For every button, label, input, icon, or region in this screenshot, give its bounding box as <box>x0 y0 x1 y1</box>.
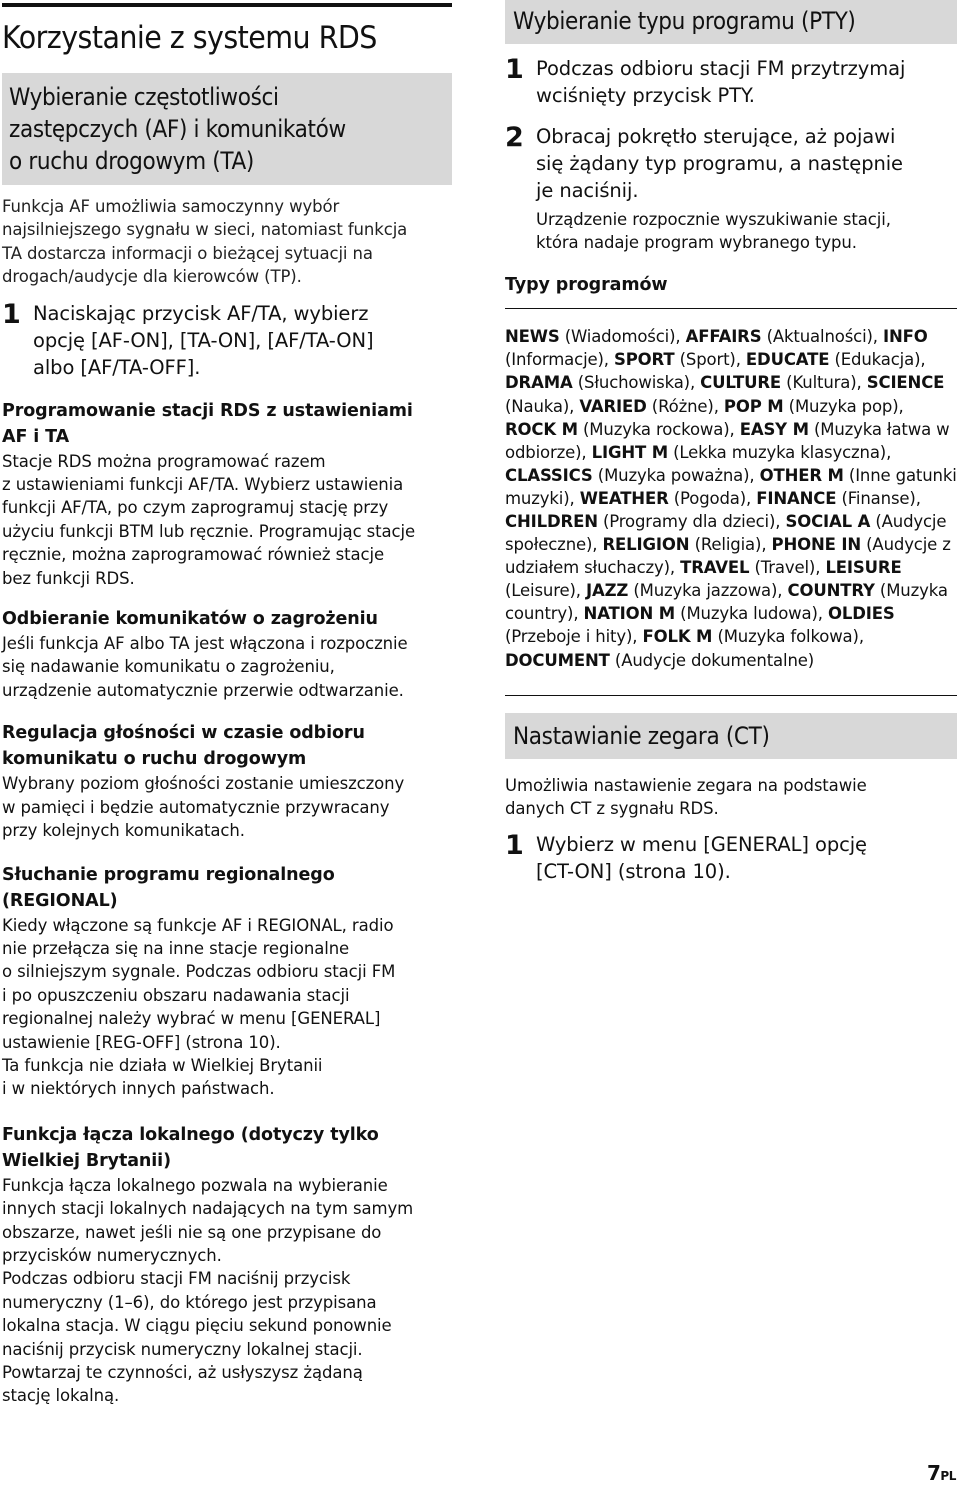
program-type-code: SPORT <box>614 350 675 370</box>
step-note-line: Urządzenie rozpocznie wyszukiwanie stacji, <box>536 210 891 229</box>
program-type-code: NATION M <box>583 604 676 624</box>
pty-heading-text: Wybieranie typu programu (PTY) <box>513 7 856 35</box>
program-type-code: VARIED <box>579 396 647 416</box>
program-type-item <box>505 373 690 392</box>
af-ta-heading-line: o ruchu drogowym (TA) <box>9 147 254 175</box>
title-rule <box>2 3 452 7</box>
program-type-item <box>614 350 736 369</box>
program-type-desc: (Nauka) <box>505 396 570 416</box>
clock-heading-text: Nastawianie zegara (CT) <box>513 721 770 750</box>
program-type-item <box>592 443 886 462</box>
program-type-code: FINANCE <box>756 488 837 508</box>
step-line: je naciśnij. <box>536 179 639 202</box>
program-type-desc: (Przeboje i hity) <box>505 627 633 647</box>
program-type-item <box>700 373 856 392</box>
program-type-item <box>580 489 746 508</box>
step-note-line: która nadaje program wybranego typu. <box>536 233 857 253</box>
program-type-desc: (Muzyka pop) <box>788 396 899 416</box>
program-type-desc: (Sport) <box>679 350 736 370</box>
program-type-desc: (Informacje) <box>505 350 604 370</box>
program-type-item <box>756 489 915 508</box>
clock-step-1 <box>505 831 957 885</box>
clock-body <box>505 774 957 821</box>
step-line: wciśnięty przycisk PTY. <box>536 84 755 107</box>
program-type-code: NEWS <box>505 327 560 347</box>
program-type-desc: (Różne) <box>651 396 714 416</box>
program-type-desc: (Muzyka ludowa) <box>680 604 818 624</box>
program-type-code: COUNTRY <box>787 581 875 601</box>
types-heading: Typy programów <box>505 274 668 295</box>
step-line: opcję [AF-ON], [TA-ON], [AF/TA-ON] <box>33 328 374 352</box>
programming-body <box>2 450 452 590</box>
step-number: 1 <box>505 830 524 862</box>
program-type-code: TRAVEL <box>680 558 750 578</box>
step-line: się żądany typ programu, a następnie <box>536 152 903 175</box>
program-type-desc: (Muzyka rockowa) <box>583 419 730 439</box>
body-line: stację lokalną. <box>2 1386 120 1406</box>
body-line: Wybrany poziom głośności zostanie umieszczony <box>2 774 405 794</box>
program-type-code: DOCUMENT <box>505 650 610 670</box>
step-line: Naciskając przycisk AF/TA, wybierz <box>33 301 369 325</box>
body-line: ustawienie [REG-OFF] (strona 10). <box>2 1032 281 1052</box>
pty-heading <box>505 0 957 44</box>
program-type-item <box>505 327 675 346</box>
body-line: Podczas odbioru stacji FM naciśnij przycisk <box>2 1269 351 1289</box>
types-rule-top <box>505 308 957 309</box>
body-line: ręcznie, można zaprogramować również stacje <box>2 545 385 565</box>
program-type-desc: (Audycje z udziałem słuchaczy) <box>505 535 951 578</box>
program-type-code: ROCK M <box>505 419 578 439</box>
step-line: Podczas odbioru stacji FM przytrzymaj <box>536 57 906 80</box>
heading-line: Regulacja głośności w czasie odbioru <box>2 723 365 744</box>
left-column <box>2 0 452 1408</box>
program-type-desc: (Muzyka jazzowa) <box>633 581 778 601</box>
body-line: funkcji AF/TA, po czym zaprogramuj stację przy <box>2 498 389 518</box>
body-line: Ta funkcja nie działa w Wielkiej Brytanii <box>2 1055 323 1075</box>
body-line: przycisków numerycznych. <box>2 1245 222 1265</box>
body-line: urządzenie automatycznie przerwie odtwarzanie. <box>2 680 404 700</box>
volume-heading <box>2 720 452 772</box>
body-line: z ustawieniami funkcji AF/TA. Wybierz ustawienia <box>2 475 404 495</box>
step-number: 1 <box>505 54 524 85</box>
af-ta-body-line: TA dostarcza informacji o bieżącej sytuacji na <box>2 243 373 263</box>
body-line: innych stacji lokalnych nadających na tym samym <box>2 1199 414 1219</box>
program-type-desc: (Programy dla dzieci) <box>602 511 776 531</box>
program-type-desc: (Słuchowiska) <box>577 373 690 393</box>
body-line: nie przełącza się na inne stacje regionalne <box>2 938 350 958</box>
body-line: Stacje RDS można programować razem <box>2 451 326 471</box>
program-type-desc: (Muzyka country) <box>505 581 948 624</box>
af-ta-body-line: najsilniejszego sygnału w sieci, natomiast funkcja <box>2 220 408 240</box>
program-type-desc: (Travel) <box>754 558 816 578</box>
body-line: regionalnej należy wybrać w menu [GENERAL] <box>2 1009 381 1029</box>
local-link-body <box>2 1174 452 1408</box>
af-ta-heading <box>2 73 452 185</box>
program-type-code: SOCIAL A <box>785 511 871 531</box>
program-type-desc: (Audycje społeczne) <box>505 511 947 555</box>
program-type-item <box>584 604 818 623</box>
program-type-code: POP M <box>723 396 784 416</box>
step-line: albo [AF/TA-OFF]. <box>33 355 201 379</box>
program-type-desc: (Edukacja) <box>834 350 921 370</box>
body-line: i w niektórych innych państwach. <box>2 1079 275 1099</box>
program-type-desc: (Inne gatunki muzyki) <box>505 465 957 508</box>
af-ta-heading-line: zastępczych (AF) i komunikatów <box>9 115 346 143</box>
emergency-heading: Odbieranie komunikatów o zagrożeniu <box>2 609 378 630</box>
program-type-desc: (Pogoda) <box>673 488 747 508</box>
program-type-item <box>724 397 899 416</box>
program-type-code: WEATHER <box>579 488 669 508</box>
body-line: w pamięci i będzie automatycznie przywracany <box>2 797 390 817</box>
program-type-item <box>505 420 730 439</box>
program-type-code: CLASSICS <box>505 465 593 485</box>
step-number: 2 <box>505 122 524 153</box>
local-link-heading <box>2 1122 452 1174</box>
af-ta-step-1 <box>2 300 452 381</box>
program-type-desc: (Muzyka łatwa w odbiorze) <box>505 419 950 462</box>
program-type-desc: (Kultura) <box>786 373 857 393</box>
body-line: bez funkcji RDS. <box>2 568 135 588</box>
body-line: i po opuszczeniu obszaru nadawania stacji <box>2 985 350 1005</box>
body-line: danych CT z sygnału RDS. <box>505 799 719 819</box>
heading-line: komunikatu o ruchu drogowym <box>2 749 307 770</box>
program-type-desc: (Aktualności) <box>766 327 873 347</box>
program-type-item <box>505 512 775 531</box>
program-type-item <box>686 327 873 346</box>
program-type-item <box>505 651 814 670</box>
program-type-code: FOLK M <box>642 627 713 647</box>
program-type-code: AFFAIRS <box>685 327 762 347</box>
af-ta-body <box>2 195 452 289</box>
program-type-code: JAZZ <box>586 581 629 601</box>
page-number-value: 7 <box>927 1461 941 1485</box>
program-type-code: INFO <box>883 327 928 347</box>
program-type-code: CULTURE <box>700 373 782 393</box>
page-title: Korzystanie z systemu RDS <box>2 20 377 56</box>
program-type-desc: (Wiadomości) <box>564 327 676 347</box>
program-type-item <box>603 535 762 554</box>
body-line: naciśnij przycisk numeryczny lokalnej stacji. <box>2 1339 363 1359</box>
body-line: użyciu funkcji BTM lub ręcznie. Programując stacje <box>2 521 416 541</box>
program-type-code: EDUCATE <box>745 350 830 370</box>
right-column <box>505 0 957 885</box>
body-line: Jeśli funkcja AF albo TA jest włączona i rozpocznie <box>2 634 408 654</box>
program-type-code: SCIENCE <box>866 373 945 393</box>
pty-step-2 <box>505 123 957 255</box>
af-ta-body-line: drogach/audycje dla kierowców (TP). <box>2 267 302 287</box>
programming-heading <box>2 398 452 450</box>
program-type-code: OLDIES <box>827 604 895 624</box>
body-line: obszarze, nawet jeśli nie są one przypisane do <box>2 1222 382 1242</box>
program-type-item <box>680 558 815 577</box>
volume-body <box>2 772 452 842</box>
program-type-item <box>586 581 777 600</box>
clock-heading <box>505 713 957 759</box>
regional-body <box>2 914 452 1101</box>
program-type-desc: (Finanse) <box>841 488 916 508</box>
step-number: 1 <box>2 298 21 330</box>
program-type-code: PHONE IN <box>771 535 862 555</box>
program-type-code: CHILDREN <box>505 511 598 531</box>
body-line: Umożliwia nastawienie zegara na podstawie <box>505 775 867 795</box>
af-ta-body-line: Funkcja AF umożliwia samoczynny wybór <box>2 197 340 216</box>
heading-line: Wielkiej Brytanii) <box>2 1150 171 1171</box>
program-type-item <box>579 397 713 416</box>
step-line: Obracaj pokrętło sterujące, aż pojawi <box>536 125 896 148</box>
page-language: PL <box>940 1469 956 1483</box>
program-type-item <box>642 627 858 646</box>
step-line: Wybierz w menu [GENERAL] opcję <box>536 833 867 857</box>
program-type-desc: (Muzyka folkowa) <box>717 627 859 647</box>
body-line: Powtarzaj te czynności, aż usłyszysz żądaną <box>2 1363 363 1382</box>
body-line: Funkcja łącza lokalnego pozwala na wybieranie <box>2 1175 388 1195</box>
body-line: o silniejszym sygnale. Podczas odbioru stacji FM <box>2 962 396 982</box>
program-type-desc: (Religia) <box>694 535 762 555</box>
program-type-code: EASY M <box>739 419 809 439</box>
body-line: przy kolejnych komunikatach. <box>2 821 245 841</box>
program-type-code: LEISURE <box>825 558 902 578</box>
program-type-desc: (Muzyka poważna) <box>597 465 750 485</box>
heading-line: (REGIONAL) <box>2 890 118 911</box>
emergency-body <box>2 632 452 702</box>
regional-heading <box>2 862 452 914</box>
step-line: [CT-ON] (strona 10). <box>536 860 731 884</box>
heading-line: Funkcja łącza lokalnego (dotyczy tylko <box>2 1124 379 1145</box>
program-type-desc: (Leisure) <box>505 581 576 601</box>
program-types-list: NEWS (Wiadomości), AFFAIRS (Aktualności), INFO (Informacje), SPORT (Sport), EDUCATE (Edukacja), DRAMA (Słuchowiska), CULTURE (Kultura), SCIENCE (Nauka), VARIED (Różne), POP M (Muzyka pop), ROCK M (Muzyka rockowa), EASY M (Muzyka łatwa w odbiorze), LIGHT M (Lekka muzyka klasyczna), CLASSICS (Muzyka poważna), OTHER M (Inne gatunki muzyki), WEATHER (Pogoda), FINANCE (Finanse), CHILDREN (Programy dla dzieci), SOCIAL A (Audycje społeczne), RELIGION (Religia), PHONE IN (Audycje z udziałem słuchaczy), TRAVEL (Travel), LEISURE (Leisure), JAZZ (Muzyka jazzowa), COUNTRY (Muzyka country), NATION M (Muzyka ludowa), OLDIES (Przeboje i hity), FOLK M (Muzyka folkowa), DOCUMENT (Audycje dokumentalne) <box>505 327 957 670</box>
body-line: lokalna stacja. W ciągu pięciu sekund ponownie <box>2 1316 392 1336</box>
program-type-item <box>746 350 920 369</box>
program-type-code: RELIGION <box>602 535 690 555</box>
program-type-code: DRAMA <box>505 373 573 393</box>
program-type-code: LIGHT M <box>591 442 668 462</box>
heading-line: Słuchanie programu regionalnego <box>2 864 335 885</box>
types-rule-bottom <box>505 695 957 696</box>
heading-line: Programowanie stacji RDS z ustawieniami <box>2 400 413 421</box>
program-type-desc: (Audycje dokumentalne) <box>614 650 815 670</box>
program-type-code: OTHER M <box>759 465 844 485</box>
body-line: Kiedy włączone są funkcje AF i REGIONAL, radio <box>2 915 394 935</box>
page-number <box>927 1461 956 1485</box>
program-type-desc: (Lekka muzyka klasyczna) <box>673 442 887 462</box>
pty-step-1 <box>505 55 957 109</box>
body-line: numeryczny (1–6), do którego jest przypisana <box>2 1292 377 1312</box>
body-line: się nadawanie komunikatu o zagrożeniu, <box>2 657 335 677</box>
af-ta-heading-line: Wybieranie częstotliwości <box>9 83 279 111</box>
program-type-item <box>505 466 749 485</box>
heading-line: AF i TA <box>2 426 70 447</box>
